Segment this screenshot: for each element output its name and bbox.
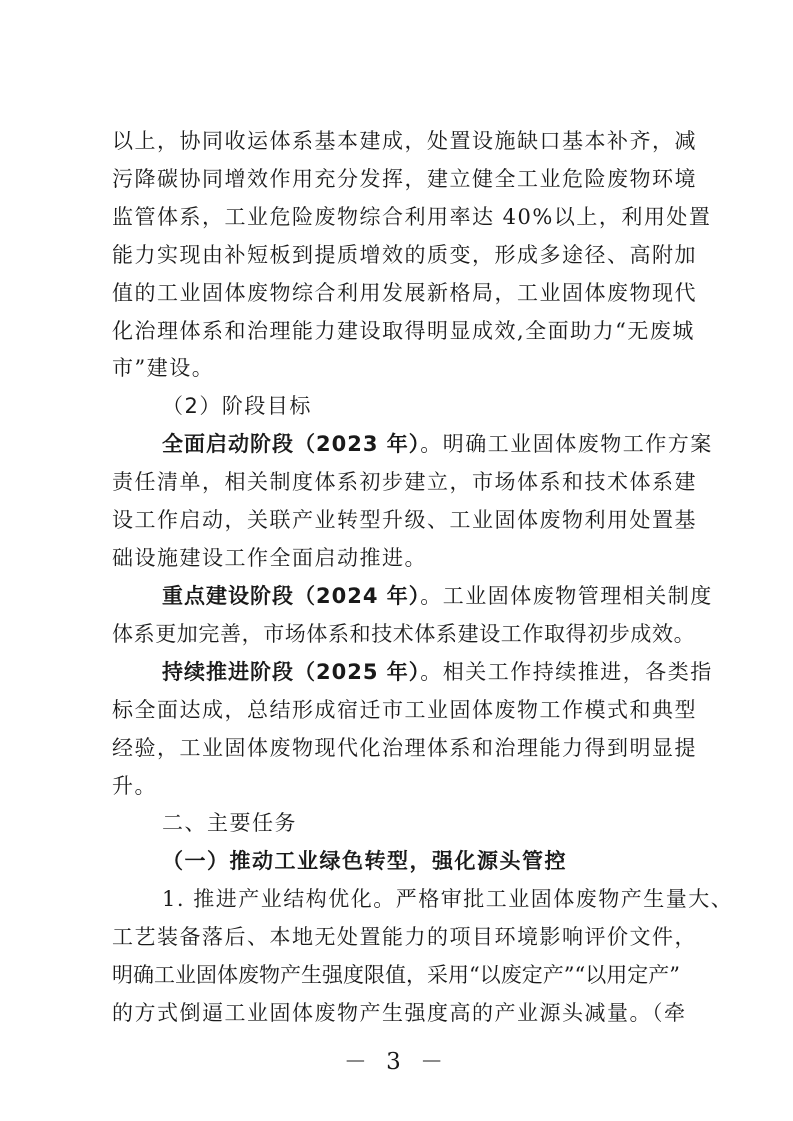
paragraph-line: 升。 bbox=[112, 774, 157, 798]
stage-2-title: 重点建设阶段（2024 年） bbox=[162, 584, 421, 608]
paragraph-line: 经验，工业固体废物现代化治理体系和治理能力得到明显提 bbox=[112, 736, 697, 760]
item-1-first-line: 1. 推进产业结构优化。严格审批工业固体废物产生量大、 bbox=[162, 887, 734, 911]
stage-1-title: 全面启动阶段（2023 年） bbox=[162, 432, 421, 456]
paragraph-line: 市”建设。 bbox=[112, 356, 215, 380]
stage-2-first-line bbox=[162, 583, 713, 609]
paragraph-line: 能力实现由补短板到提质增效的质变，形成多途径、高附加 bbox=[112, 243, 697, 267]
paragraph-line: 污降碳协同增效作用充分发挥，建立健全工业危险废物环境 bbox=[112, 167, 697, 191]
paragraph-line: 标全面达成，总结形成宿迁市工业固体废物工作模式和典型 bbox=[112, 698, 697, 722]
stage-3-text: 。相关工作持续推进，各类指 bbox=[420, 660, 713, 684]
stage-1-text: 。明确工业固体废物工作方案 bbox=[420, 432, 713, 456]
paragraph-line: 以上，协同收运体系基本建成，处置设施缺口基本补齐，减 bbox=[112, 129, 697, 153]
paragraph-line: 设工作启动，关联产业转型升级、工业固体废物利用处置基 bbox=[112, 508, 697, 532]
stage-2-text: 。工业固体废物管理相关制度 bbox=[420, 584, 713, 608]
paragraph-line: 础设施建设工作全面启动推进。 bbox=[112, 546, 427, 570]
subsection-heading: （一）推动工业绿色转型，强化源头管控 bbox=[162, 849, 567, 873]
stage-3-first-line bbox=[162, 659, 713, 685]
stage-1-first-line bbox=[162, 431, 713, 457]
paragraph-line: 工艺装备落后、本地无处置能力的项目环境影响评价文件， bbox=[112, 925, 697, 949]
page-number: － 3 － bbox=[343, 1049, 450, 1075]
paragraph-line: 化治理体系和治理能力建设取得明显成效,全面助力“无废城 bbox=[112, 319, 695, 343]
paragraph-line: 监管体系，工业危险废物综合利用率达 40%以上，利用处置 bbox=[112, 205, 712, 229]
paragraph-line: 的方式倒逼工业固体废物产生强度高的产业源头减量。（牵 bbox=[112, 1001, 687, 1025]
paragraph-line: 值的工业固体废物综合利用发展新格局，工业固体废物现代 bbox=[112, 281, 697, 305]
section-heading: 二、主要任务 bbox=[162, 811, 297, 835]
stage-heading: （2）阶段目标 bbox=[162, 394, 312, 418]
paragraph-line: 责任清单，相关制度体系初步建立，市场体系和技术体系建 bbox=[112, 470, 697, 494]
paragraph-line: 体系更加完善，市场体系和技术体系建设工作取得初步成效。 bbox=[112, 622, 696, 646]
paragraph-line: 明确工业固体废物产生强度限值，采用“以废定产”“以用定产” bbox=[112, 963, 680, 987]
stage-3-title: 持续推进阶段（2025 年） bbox=[162, 660, 421, 684]
